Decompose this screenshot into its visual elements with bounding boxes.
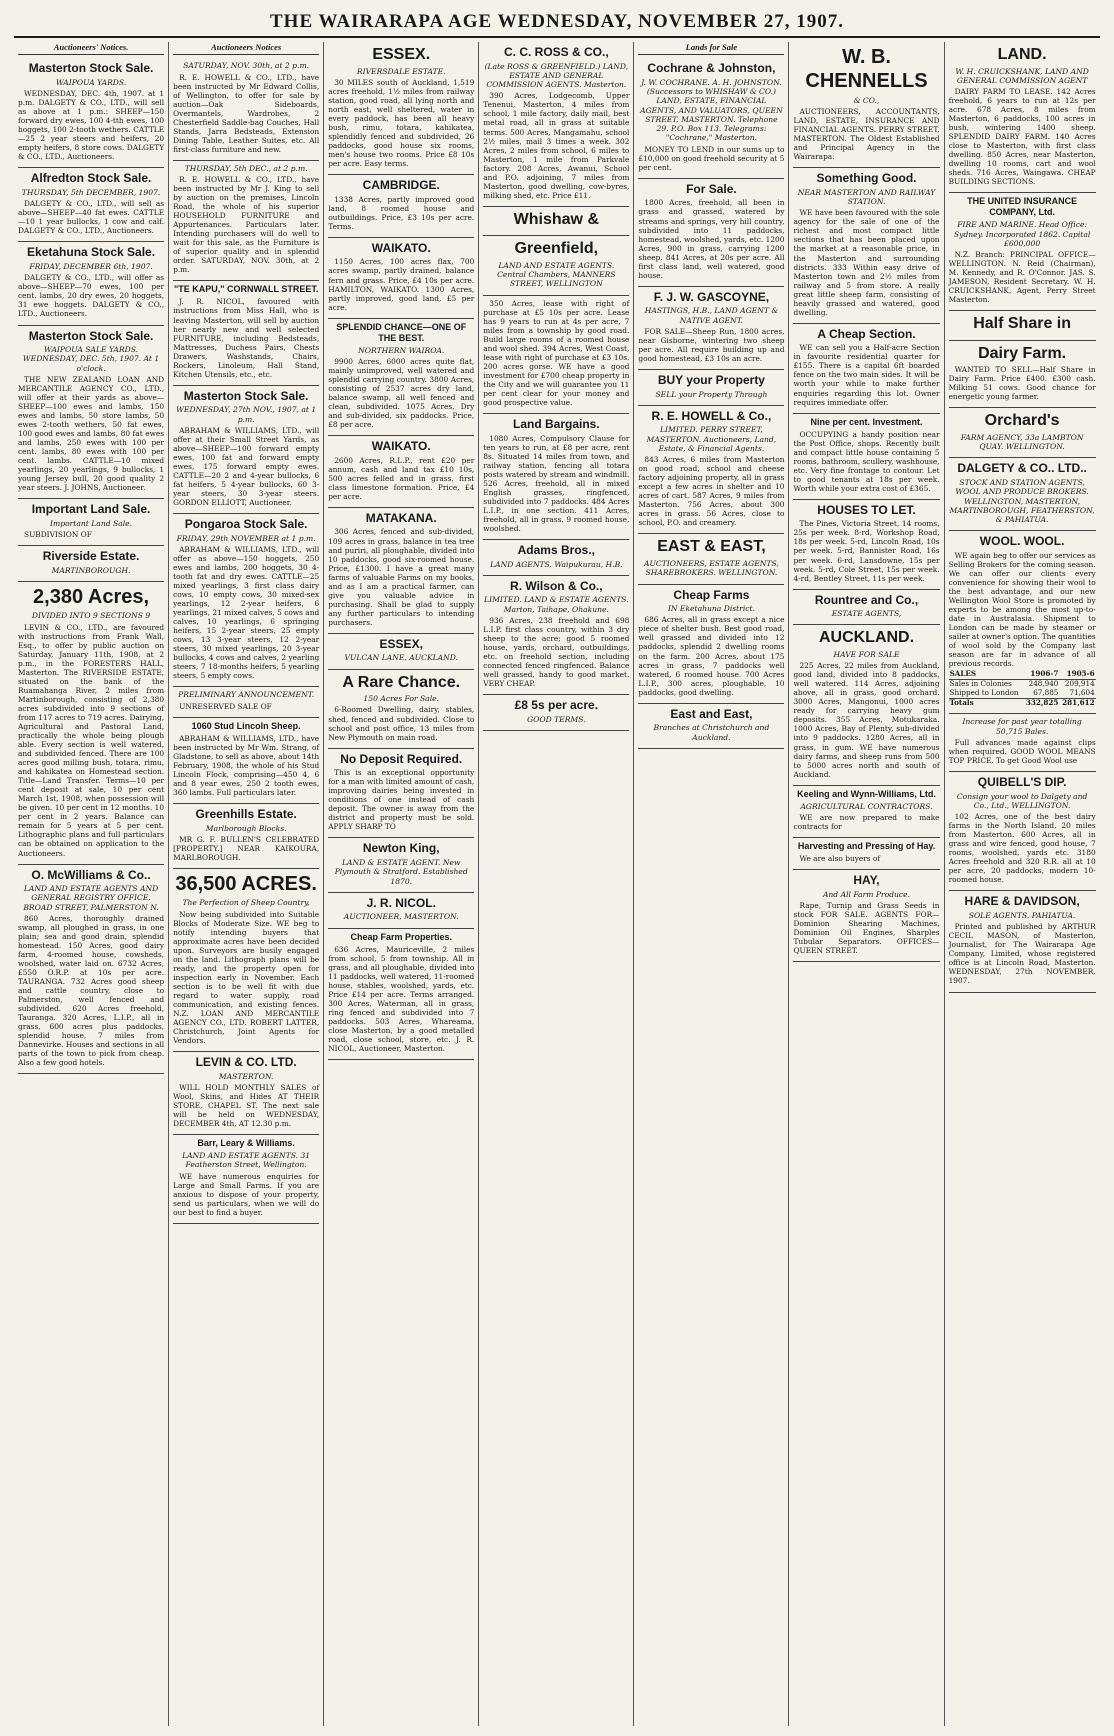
ad-body: Now being subdivided into Suitable Blocks of Moderate Size. WE beg to notify intending buyers that approximate acres have been decided upon. Surveyors are busily engaged on the land. Lithograph plans will be ready, and the property open for inspection early in November. Each section is to be well fit with due regard to water supply, road communication, and existing fences. N.Z. LOAN AND MERCANTILE AGENCY CO., LTD. ROBERT LATTER, Christchurch, Joint Agents for Vendors. xyxy=(173,909,320,1045)
ad-body: THE NEW ZEALAND LOAN AND MERCANTILE AGENCY CO., LTD., will offer at their yards as above—SHEEP—100 ewes and lambs, 150 ewes and lambs, 50 store lambs, 50 ewes 2-tooth wethers, 50 fat ewes, 100 good ewes and lambs, 80 fat ewes and lambs, 250 ewes with 100 per cent. lambs, 80 ewes with 100 per cent. lambs. CATTLE—10 mixed yearlings, 20 yearlings, 9 bullocks, 1 young Jersey bull, 20 good quality 2 year steers. J. JOHNS, Auctioneer. xyxy=(18,374,165,493)
advertisement xyxy=(18,242,164,325)
advertisement xyxy=(173,804,319,869)
ad-body: WILL HOLD MONTHLY SALES of Wool, Skins, and Hides AT THEIR STORE, CHAPEL ST. The next sale will be held on WEDNESDAY, DECEMBER 4th, AT 12.30 p.m. xyxy=(173,1082,320,1129)
advertisement xyxy=(949,341,1096,409)
ad-body: ABRAHAM & WILLIAMS, LTD., will offer at their Small Street Yards, as above—SHEEP—100 forward empty ewes, 100 fat and forward empty ewes, 175 forward empty ewes. CATTLE—20 2 and 4-year bullocks, 6 fat heifers, 5 4-year bullocks, 60 3-year steers, 30 3-year steers. GORDON ELLIOTT, Auctioneer. xyxy=(173,425,320,508)
table-cell: 332,825 xyxy=(1023,698,1059,707)
advertisement xyxy=(173,869,319,1052)
advertisement xyxy=(638,370,784,406)
ad-title: Nine per cent. Investment. xyxy=(810,416,923,427)
ad-title: Harvesting and Pressing of Hay. xyxy=(797,840,936,851)
ad-subtitle: Increase for past year totalling 50,715 Bales. xyxy=(962,717,1082,736)
advertisement xyxy=(328,319,474,436)
ad-subtitle: LAND AND ESTATE AGENTS. 31 Featherston Street, Wellington. xyxy=(182,1151,311,1170)
ad-body: Printed and published by ARTHUR CECIL MASON, of Masterton, Journalist, for The Wairarapa Age Company, Limited, whose registered office is at Lincoln Road, Masterton. WEDNESDAY, 27th NOVEMBER, 1907. xyxy=(948,922,1096,986)
ad-body: OCCUPYING a handy position near the Post Office, shops. Recently built and compact little house containing 5 rooms, bathroom, scullery, washhouse, etc. Very fine frontage to contour. Let to good tenants at 18s per week. Worth while your extra cost of £365. xyxy=(793,429,940,493)
ad-body: R. E. HOWELL & CO., LTD., have been instructed by Mr Edward Collis, of Wellington, to offer for sale by auction—Oak Sideboards, Overmantels, Wardrobes, 2 Chesterfield Saddle-bag Couches, Hall Stands, Jarra Bedsteads, Extension Dining Table, Leather Suites, etc. All first-class furniture and new. xyxy=(173,72,320,154)
ad-subtitle: AGRICULTURAL CONTRACTORS. xyxy=(800,801,933,811)
ad-title: Cochrane & Johnston, xyxy=(647,61,776,76)
advertisement xyxy=(793,42,939,168)
ad-body: WEDNESDAY, DEC. 4th, 1907. at 1 p.m. DALGETY & CO., LTD., will sell as above at 1 p.m.: SHEEP—150 forward dry ewes, 100 4-tth ewes, 100 hoggets, 100 2-tooth wethers. CATTLE—25 2 year steers and heifers, 20 empty heifers, 8 store cows. DALGETY & CO., LTD., Auctioneers. xyxy=(18,89,165,162)
advertisement xyxy=(793,414,939,500)
ad-subtitle: THURSDAY, 5th DEC., at 2 p.m. xyxy=(184,163,308,173)
ad-body: WE are now prepared to make contracts for xyxy=(793,812,940,831)
ad-title: Greenfield, xyxy=(514,240,599,258)
table-row xyxy=(949,689,1096,698)
ad-subtitle: IN Eketahuna District. xyxy=(667,604,755,614)
ad-body: 390 Acres, Lodgecomb, Upper Tenenui, Masterton, 4 miles from school, 1 mile factory, daily mail, best metal road, all in grass at suitable terms. 500 Acres, Mangamahu, school 2½ miles, mail 3 times a week. 302 Acres, 2 miles from school, 6 miles to Masterton, 1 mile from Parkvale factory. 208 Acres, Awanui, School and P.O. adjoining, 7 miles from Masterton, good dwelling, cow-byres, milking shed, etc. Price £11. xyxy=(483,91,630,200)
advertisement xyxy=(793,838,939,870)
advertisement xyxy=(483,236,629,295)
ad-body: N.Z. Branch: PRINCIPAL OFFICE—WELLINGTON. N. Reid (Chairman), M. Kennedy, and R. O'Connor. JAS. S. JAMESON, Resident Secretary. W. H. CRUICKSHANK, Agent, Perry Street Masterton. xyxy=(948,250,1096,305)
advertisement xyxy=(949,891,1096,992)
advertisement xyxy=(18,582,164,864)
ad-subtitle: FRIDAY, DECEMBER 6th, 1907. xyxy=(29,262,153,272)
ad-title: Masterton Stock Sale. xyxy=(28,328,154,343)
advertisement xyxy=(173,386,319,514)
ad-body: 1080 Acres, Compulsory Clause for ten years to run, at £8 per acre, rent 8s. Situated 14 miles from town, and railway station, fencing all totara posts watered by stream and windmill. 526 Acres, freehold, all in mixed English grasses, ringfenced, subdivided into 7 paddocks. 484 Acres L.I.P., in one section. 411 Acres, freehold, all in grass, 9 roomed house, woolshed. xyxy=(483,433,630,533)
advertisement xyxy=(949,193,1096,311)
ad-body: 350 Acres, lease with right of purchase at £5 10s per acre. Lease has 9 years to run at 4s per acre, 7 miles from a township by good road. Build large rooms of a roomed house and wool shed. 394 Acres, West Coast, lease with right of purchase at £3 10s. 200 acres gorse. WE have a good investment for £700 cheap property in the City and we will guarantee you 11 per cent clear for your money and good prospective value. xyxy=(483,298,630,407)
advertisement xyxy=(173,1052,319,1135)
ad-body: DAIRY FARM TO LEASE. 142 Acres freehold, 6 years to run at 12s per acre. 678 Acres, 8 miles from Masterton, 6 paddocks, 100 acres in bush, wintering 1400 sheep. SPLENDID DAIRY FARM. 140 Acres close to Masterton, with first class dwelling. 850 Acres, near Masterton, dwelling 10 rooms, cart and wool sheds. 716 Acres, Waingawa. CHEAP BUILDING SECTIONS. xyxy=(948,87,1096,187)
ad-title: Something Good. xyxy=(816,171,917,186)
advertisement xyxy=(793,500,939,590)
ad-body: 936 Acres, 238 freehold and 698 L.I.P. first class country, within 3 dry sheep to the acre; good 5 roomed house, yards, orchard, outbuildings, etc. on freehold section, including connected fenced ringfenced. Balance well grassed, handy to good market. VERY CHEAP. xyxy=(483,615,630,689)
ad-body: ABRAHAM & WILLIAMS, LTD., have been instructed by Mr Wm. Strang, of Gladstone, to sell as above, about 14th February, 1908, the whole of his Stud Lincoln Flock, comprising—450 4, 6 and 8 year ewes, 250 2 tooth ewes, 360 lambs. Full particulars later. xyxy=(173,733,320,797)
ad-subtitle: Branches at Christchurch and Auckland. xyxy=(653,723,770,742)
advertisement xyxy=(793,786,939,838)
ad-title: Barr, Leary & Williams. xyxy=(197,1138,295,1149)
advertisement xyxy=(483,695,629,731)
ad-subtitle: (Late ROSS & GREENFIELD.) LAND, ESTATE AND GENERAL COMMISSION AGENTS. Masterton. xyxy=(484,61,629,90)
advertisement xyxy=(328,175,474,238)
ad-body: 860 Acres, thoroughly drained swamp, all ploughed in grass, in one plain; sea and good drain, splendid homestead. 150 Acres, good dairy farm, 4-roomed house, cowsheds, woolshed, water laid on. 6732 Acres, £550 O.R.P. at 10s per acre. TAURANGA. 732 Acres good sheep and cattle country, close to Palmerston, well fenced and subdivided. 620 Acres freehold, Tauranga. 320 Acres, L.I.P., all in grass, 600 acres plus paddocks, splendid house, 7 miles from Dannevirke. Houses and sections in all parts of the town to pick from cheap. Also a few good hotels. xyxy=(18,913,165,1068)
ad-title: Orchard's xyxy=(984,412,1060,430)
ad-body: UNRESERVED SALE OF xyxy=(179,701,272,711)
ad-title: 1060 Stud Lincoln Sheep. xyxy=(191,720,301,731)
ad-title: Dairy Farm. xyxy=(978,344,1067,362)
advertisement xyxy=(483,207,629,237)
advertisement xyxy=(173,514,319,687)
advertisement xyxy=(328,238,474,319)
ad-subtitle: WAIPOUA SALE YARDS. WEDNESDAY, DEC. 5th, 1907. At 1 o'clock. xyxy=(22,345,160,373)
ad-title: Masterton Stock Sale. xyxy=(28,61,154,76)
ad-title: HARE & DAVIDSON, xyxy=(964,894,1080,909)
ad-subtitle: HAVE FOR SALE xyxy=(833,649,900,659)
ad-title: BUY your Property xyxy=(657,372,765,387)
ad-title: QUIBELL'S DIP. xyxy=(977,775,1067,790)
ad-body: SUBDIVISION OF xyxy=(24,530,92,540)
advertisement xyxy=(328,508,474,634)
table-cell: 248,940 xyxy=(1028,679,1059,689)
ad-title: R. E. HOWELL & Co., xyxy=(651,408,772,423)
ad-title: Adams Bros., xyxy=(517,542,595,557)
ad-body: 102 Acres, one of the best dairy farms in the North Island, 20 miles from Masterton. 600 Acres, all in grass and wire fenced, good house, 7 rooms, woolshed, yards etc. 3180 Acres freehold and 320 R.R. all at 10 per acre, 20 paddocks, modern 10-roomed house. xyxy=(948,812,1096,885)
advertisement xyxy=(638,534,784,584)
ad-subtitle: PRELIMINARY ANNOUNCEMENT. xyxy=(178,690,315,700)
advertisement xyxy=(328,929,474,1060)
ad-body: J. R. NICOL, favoured with instructions from Miss Hall, who is leaving Masterton, will sell by auction her nearly new and well selected FURNITURE, including Bedsteads, Mattresses, Duchess Pairs, Chests Drawers, Washstands, Chairs, Rockers, Linoleum, Hall Stand, Kitchen Utensils, etc., etc. xyxy=(173,297,320,379)
advertisement xyxy=(18,168,164,242)
advertisement xyxy=(328,893,474,929)
ad-title: WAIKATO. xyxy=(371,240,431,255)
ad-body: LEVIN & CO., LTD., are favoured with instructions from Frank Wall, Esq., to offer by public auction on Saturday, January 11th, 1908, at 2 p.m., in the FORESTERS HALL, Masterton. The RIVERSIDE ESTATE, situated on the bank of the Ruamahanga River, 2 miles from Martinborough, consisting of 2,380 acres subdivided into 9 sections of from 117 acres to 719 acres. Dairying, Agricultural and Pastoral Land, practically the whole being plough able. Every section is well watered, and subdivided fenced. There are 100 acres good milling bush, totara, rimu, and kahikatea on Homestead section. Title—Land Transfer. Terms—10 per cent deposit at sale, 10 per cent March 1st, 1908, when possession will be given. 10 per cent in 12 months. 10 per cent in 2 years. Balance can remain for 5 years at 5 per cent. Lithographic plans and full particulars can be obtained on application to the Auctioneers. xyxy=(18,622,165,858)
table-header-cell: 1905-6 xyxy=(1059,670,1095,679)
ad-subtitle: The Perfection of Sheep Country, xyxy=(182,898,310,908)
masthead xyxy=(14,10,1100,38)
table-cell: Shipped to London xyxy=(949,687,1019,697)
ad-title: J. R. NICOL. xyxy=(366,895,436,910)
advertisement xyxy=(483,42,629,207)
table-cell: 209,914 xyxy=(1064,679,1095,689)
ad-body: 686 Acres, all in grass except a nice piece of shelter bush. Best good road, well grassed and divided into 12 paddocks, splendid 2 dwelling rooms on the farm. 200 Acres, about 175 acres in grass, 7 paddocks well watered, 6 roomed house. 700 Acres L.I.P., 300 acres, ploughable, 10 paddocks, good dwelling. xyxy=(638,615,785,697)
ad-subtitle: RIVERSDALE ESTATE. xyxy=(356,66,446,76)
ad-body: Rape, Turnip and Grass Seeds in stock FOR SALE. AGENTS FOR—Dominion Shearing Machines, Dominion Oil Engines, Sharples Tubular Separators. OFFICES—QUEEN STREET. xyxy=(793,900,940,955)
table-cell: 281,612 xyxy=(1059,698,1095,707)
masthead-title: THE WAIRARAPA AGE WEDNESDAY, NOVEMBER 27, 1907. xyxy=(270,11,844,32)
column-4 xyxy=(479,42,634,1726)
ad-title: LEVIN & CO. LTD. xyxy=(195,1055,297,1070)
ad-title: For Sale. xyxy=(686,181,737,196)
ad-subtitle: SOLE AGENTS. PAHIATUA. xyxy=(968,911,1076,921)
advertisement xyxy=(949,714,1096,772)
ad-title: SPLENDID CHANCE—ONE OF THE BEST. xyxy=(336,321,467,343)
ad-body: WE again beg to offer our services as Selling Brokers for the coming season. We can offer our clients every convenience for showing their wool to the best advantage, and our new Wellington Wool Store is promoted by experts to be among the most up-to-date in Australasia. Shipment to London can be made by steamer or sailer at owner's option. The quantities of wool sold by the Company last season are far in advance of all previous records. xyxy=(948,550,1096,669)
ad-title: Rountree and Co., xyxy=(814,592,919,607)
advertisement xyxy=(173,1135,319,1224)
advertisement xyxy=(638,704,784,749)
ad-title: Keeling and Wynn-Williams, Ltd. xyxy=(797,788,936,799)
ad-subtitle: VULCAN LANE, AUCKLAND. xyxy=(344,653,459,663)
advertisement xyxy=(483,540,629,576)
ad-title: Land Bargains. xyxy=(512,416,600,431)
wool-sales-table xyxy=(949,670,1096,707)
ad-subtitle: SATURDAY, NOV. 30th, at 2 p.m. xyxy=(183,61,310,71)
ad-subtitle: ESTATE AGENTS, xyxy=(831,609,902,619)
ad-body: 2600 Acres, R.L.P., rent £20 per annum, cash and land tax £10 10s, 500 acres felled and in grass, first class limestone formation. Price, £4 per acre. xyxy=(328,455,475,501)
ad-body: Full advances made against clips when required. GOOD WOOL MEANS TOP PRICE. To get Good Wool use xyxy=(948,737,1096,765)
advertisement xyxy=(173,281,319,385)
ad-subtitle: & CO., xyxy=(853,95,880,105)
advertisement xyxy=(638,179,784,287)
advertisement xyxy=(949,42,1096,193)
advertisement xyxy=(173,718,319,804)
ad-title: Whishaw & xyxy=(513,210,599,228)
advertisement xyxy=(173,161,319,282)
ad-subtitle: J. W. COCHRANE. A. H. JOHNSTON. (Successors to WHISHAW & CO.) LAND, ESTATE, FINANCIAL AGENTS, AND VALUATORS, QUEEN STREET, MASTERTON. Telephone 29. P.O. Box 113. Telegrams: "Cochrane," Masterton. xyxy=(640,77,783,143)
advertisement xyxy=(638,58,784,178)
columns-container xyxy=(14,42,1100,1726)
advertisement xyxy=(638,406,784,535)
advertisement xyxy=(18,865,164,1075)
advertisement xyxy=(328,634,474,670)
ad-body: R. E. HOWELL & CO., LTD., have been instructed by Mr J. King to sell by auction on the premises, Lincoln Road, the whole of his superior HOUSEHOLD FURNITURE and Appurtenances. Particulars later. Intending purchasers will do well to wait for this sale, as the Furniture is of superior quality and in splendid order. SATURDAY, NOV. 30th, at 2 p.m. xyxy=(173,175,320,275)
ad-subtitle: And All Farm Produce. xyxy=(822,889,911,899)
advertisement xyxy=(793,590,939,626)
ad-body: DALGETY & CO., LTD., will offer as above—SHEEP—70 ewes, 100 per cent. lambs, 20 dry ewes, 20 hoggets, 31 ewe hoggets. DALGETY & CO., LTD., Auctioneers. xyxy=(18,273,165,319)
ad-title: Masterton Stock Sale. xyxy=(183,388,309,403)
ad-subtitle: WEDNESDAY, 27th NOV., 1907, at 1 p.m. xyxy=(176,405,317,424)
ad-body: 843 Acres, 6 miles from Masterton on good road, school and cheese factory adjoining property, all in grass except a few acres in shelter and 10 acres of cart. 587 Acres, 9 miles from Masterton. 756 Acres, about 300 acres in grass. 56 Acres, close to school, P.O. and creamery. xyxy=(638,455,785,528)
advertisement xyxy=(18,326,164,500)
ad-subtitle: MARTINBOROUGH. xyxy=(51,565,131,575)
advertisement xyxy=(173,58,319,161)
ad-subtitle: AUCTIONEERS, ESTATE AGENTS, SHAREBROKERS. WELLINGTON. xyxy=(644,559,779,578)
advertisement xyxy=(328,838,474,892)
ad-title: THE UNITED INSURANCE COMPANY, Ltd. xyxy=(967,196,1078,218)
advertisement xyxy=(949,458,1096,531)
ad-title: WOOL. WOOL. xyxy=(979,534,1065,549)
table-header-cell: 1906-7 xyxy=(1023,670,1059,679)
ad-title: W. B. CHENNELLS xyxy=(805,46,928,93)
ad-subtitle: GOOD TERMS. xyxy=(527,714,586,724)
ad-body: AUCTIONEERS, ACCOUNTANTS, LAND, ESTATE, INSURANCE AND FINANCIAL AGENTS. PERRY STREET, MASTERTON. The Oldest Established and Principal Agency in the Wairarapa. xyxy=(793,107,940,162)
ad-subtitle: Marlborough Blocks. xyxy=(205,823,287,833)
ad-body: 30 MILES south of Auckland, 1,519 acres freehold, 1½ miles from railway station, good road, all lying north and north east, well sheltered, water in every paddock, has been all heavy bush, rimu, totara, kahikatea, splendidly fenced and subdivided, 26 paddocks, good house six rooms, men's house two rooms. Price £8 10s per acre. Easy terms. xyxy=(328,77,475,169)
ad-title: Cheap Farms xyxy=(673,587,750,602)
ad-title: East and East, xyxy=(670,706,753,721)
ad-subtitle: STOCK AND STATION AGENTS, WOOL AND PRODUCE BROKERS. WELLINGTON, MASTERTON, MARTINBOROUGH, FEATHERSTON, & PAHIATUA. xyxy=(949,478,1095,525)
ad-body: 6-Roomed Dwelling, dairy, stables, shed, fenced and subdivided. Close to school and post office, 13 miles from New Plymouth on main road. xyxy=(328,705,475,742)
ad-title: ESSEX, xyxy=(379,636,423,651)
advertisement xyxy=(483,414,629,540)
ad-title: ESSEX. xyxy=(372,46,431,63)
ad-title: 36,500 ACRES. xyxy=(175,872,317,895)
ad-body: This is an exceptional opportunity for a man with limited amount of cash, improving dairies being invested in conditions of one instead of cash deposit. The owner is away from the district and property must be sold. APPLY SHARP TO xyxy=(328,768,475,832)
ad-body: 1338 Acres, partly improved good land, 8 roomed house and outbuildings. Price, £3 10s per acre. Terms. xyxy=(328,194,475,231)
ad-title: Newton King, xyxy=(362,841,440,856)
ad-title: 2,380 Acres, xyxy=(33,586,150,609)
advertisement xyxy=(328,749,474,839)
ad-body: 225 Acres, 22 miles from Auckland, good land, divided into 8 paddocks, well watered. 114 Acres, adjoining above, all in grass, good orchard. 3000 Acres, Mangonui, 1000 acres ready for carrying heavy gum deposits. 355 Acres, Motukaraka. 1000 Acres, Bay of Plenty, sub-divided into 9 paddocks. 1280 Acres, all in grass, in gum. WE have numerous dairy farms, and sheep runs from 500 to 5000 acres north and south of Auckland. xyxy=(793,661,940,779)
ad-body: WE have been favoured with the sole agency for the sale of one of the richest and most compact little sections that has been placed upon the market at a reasonable price, in the Masterton and surrounding districts. 333 Within easy drive of Masterton town and 2½ miles from railway and 5 from store. A really great little sheep farm, consisting of heavily grassed and watered, good dwelling. xyxy=(793,208,940,317)
ad-title: A Cheap Section. xyxy=(817,326,916,341)
advertisement xyxy=(638,585,784,704)
advertisement xyxy=(18,546,164,582)
ad-title: LAND. xyxy=(997,46,1047,63)
ad-body: 9900 Acres, 6000 acres quite flat, mainly unimproved, well watered and splendid carrying country. 3800 Acres, consisting of 2537 acres dry land, balance swamp, all well fenced and clean, subdivided. 1075 Acres, Dry and sub-divided, six paddocks. Price, £8 per acre. xyxy=(328,356,475,430)
table-cell: Totals xyxy=(949,698,1024,707)
table-header-cell: SALES xyxy=(949,670,1024,679)
ad-title: R. Wilson & Co., xyxy=(510,578,603,593)
ad-body: DALGETY & CO., LTD., will sell as above—SHEEP—40 fat ewes. CATTLE—10 1 year bullocks, 1 cow and calf. DALGETY & CO., LTD., Auctioneers. xyxy=(18,199,165,236)
ad-subtitle: WAIPOUA YARDS. xyxy=(55,77,127,87)
ad-title: A Rare Chance. xyxy=(342,673,461,691)
advertisement xyxy=(793,870,939,962)
ad-title: Half Share in xyxy=(973,315,1072,333)
advertisement xyxy=(793,324,939,414)
ad-title: O. McWilliams & Co.. xyxy=(31,867,151,882)
ad-subtitle: LAND & ESTATE AGENT. New Plymouth & Stratford. Established 1870. xyxy=(334,858,468,886)
table-cell: 67,885 xyxy=(1033,687,1059,697)
ad-body: ABRAHAM & WILLIAMS, LTD., will offer as above—150 hoggets, 250 ewes and lambs, 200 hoggets, 30 4-tooth fat and dry ewes. CATTLE—25 mixed yearlings, 3 first class dairy cows, 10 empty cows, 30 mixed-sex yearlings, 12 2-year heifers, 6 yearlings, 21 mixed calves, 5 cows and calves, 10 yearlings, 6 springing heifers, 15 2-year steers, 25 empty cows, 13 3-year steers, 12 2-year steers, 30 mixed yearlings, 20 3-year bullocks, 4 cows and calves, 2 yearling steers, 7 18-months heifers, 5 yearling steers, 5 empty cows. xyxy=(173,545,320,681)
ad-title: Greenhills Estate. xyxy=(195,806,297,821)
ad-subtitle: LIMITED. PERRY STREET, MASTERTON. Auctioneers, Land, Estate, & Financial Agents. xyxy=(646,425,777,453)
ad-subtitle: LIMITED. LAND & ESTATE AGENTS. Marton, Taihape, Ohakune. xyxy=(484,595,629,614)
ad-title: EAST & EAST, xyxy=(657,538,766,556)
table-cell: 71,604 xyxy=(1069,687,1095,697)
advertisement xyxy=(173,687,319,717)
advertisement xyxy=(328,42,474,175)
advertisement xyxy=(793,168,939,324)
ad-title: Cheap Farm Properties. xyxy=(350,931,452,942)
ad-subtitle: FARM AGENCY, 33a LAMBTON QUAY. WELLINGTON. xyxy=(960,432,1084,452)
ad-title: HOUSES TO LET. xyxy=(817,502,916,517)
column-1 xyxy=(14,42,169,1726)
ad-title: Riverside Estate. xyxy=(42,549,140,564)
ad-subtitle: HASTINGS, H.B., LAND AGENT & NATIVE AGENT. xyxy=(644,306,779,325)
ad-body: The Pines, Victoria Street, 14 rooms, 25s per week. 8-rd, Workshop Road, 18s per week. 5-rd, Lincoln Road, 10s per week. 5-rd, Bannister Road, 16s per week. 6-rd, Lansdowne, 15s per week. 5-rd, Cole Street, 15s per week. 4-rd, Bentley Street, 11s per week. xyxy=(793,519,940,583)
ad-title: Eketahuna Stock Sale. xyxy=(27,245,156,260)
ad-subtitle: FRIDAY, 29th NOVEMBER at 1 p.m. xyxy=(176,533,316,543)
column-3 xyxy=(324,42,479,1726)
advertisement xyxy=(328,670,474,749)
ad-title: No Deposit Required. xyxy=(340,751,463,766)
ad-title: HAY, xyxy=(853,872,880,887)
ad-subtitle: MASTERTON. xyxy=(218,1071,274,1081)
ad-subtitle: THURSDAY, 5th DECEMBER, 1907. xyxy=(21,188,161,198)
column-7 xyxy=(945,42,1100,1726)
ad-title: WAIKATO. xyxy=(371,439,431,454)
ad-title: F. J. W. GASCOYNE, xyxy=(653,289,770,304)
advertisement xyxy=(949,531,1096,714)
ad-title: "TE KAPU," CORNWALL STREET. xyxy=(173,284,319,295)
ad-body: WE can sell you a Half-acre Section in favourite residential quarter for £155. There is a capital 6ft boarded fence on the two main sides. It will be worth your while to make further enquiries regarding this lot. Owner requires immediate offer. xyxy=(793,343,940,407)
table-total-row xyxy=(949,698,1096,707)
advertisement xyxy=(18,499,164,546)
ad-title: Alfredton Stock Sale. xyxy=(30,171,152,186)
ad-body: 636 Acres, Mauriceville, 2 miles from school, 5 from township. All in grass, and all ploughable, divided into 11 paddocks, well watered, 11-roomed house, stables, woolshed, yards, etc. Price £14 per acre. Terms arranged. 300 Acres, Waterman, all in grass, ring fenced and subdivided into 7 paddocks. 503 Acres, Whareama, close Masterton, by a good metalled road, close school, store, etc. J. R. NICOL, Auctioneer, Masterton. xyxy=(328,944,475,1053)
table-cell: Sales in Colonies xyxy=(949,679,1012,689)
advertisement xyxy=(328,436,474,508)
ad-subtitle: Important Land Sale. xyxy=(50,518,133,528)
advertisement xyxy=(949,311,1096,341)
ad-subtitle: LAND AND ESTATE AGENTS. Central Chambers, MANNERS STREET, WELLINGTON xyxy=(497,260,616,289)
ad-body: We are also buyers of xyxy=(799,853,881,863)
ad-subtitle: DIVIDED INTO 9 SECTIONS 9 xyxy=(31,611,151,621)
ad-subtitle: NORTHERN WAIROA. xyxy=(358,345,445,355)
advertisement xyxy=(638,287,784,370)
column-header: Auctioneers Notices xyxy=(173,42,319,55)
ad-body: FOR SALE—Sheep Run, 1800 acres, near Gisborne, wintering two sheep per acre. All require building up and good homestead, £3 10s an acre. xyxy=(638,326,785,363)
ad-title: Important Land Sale. xyxy=(31,502,151,517)
ad-subtitle: 150 Acres For Sale. xyxy=(363,694,440,704)
ad-body: WE have numerous enquiries for Large and Small Farms. If you are anxious to dispose of your property, send us particulars, when we will do our best to find a buyer. xyxy=(173,1171,320,1217)
ad-subtitle: FIRE AND MARINE. Head Office: Sydney. Incorporated 1862. Capital £600,000 xyxy=(953,220,1091,248)
advertisement xyxy=(18,58,164,168)
ad-subtitle: Consign your wool to Dalgety and Co., Ltd., WELLINGTON. xyxy=(956,791,1088,810)
column-5 xyxy=(634,42,789,1726)
ad-title: C. C. ROSS & CO., xyxy=(503,45,609,59)
ad-subtitle: W. H. CRUICKSHANK, LAND AND GENERAL COMMISSION AGENT xyxy=(955,66,1089,85)
ad-body: 1800 Acres, freehold, all been in grass and grassed, watered by streams and springs, very hill country, subdivided into 11 paddocks, homestead, woolshed, yards, etc. 1200 Acres, 900 in grass, carrying 1200 sheep. 841 Acres, at 20s per acre. All first class land, well watered, good house. xyxy=(638,198,785,280)
column-header: Auctioneers' Notices. xyxy=(18,42,164,55)
ad-body: WANTED TO SELL—Half Share in Dairy Farm. Price £400. £300 cash. Milking 51 cows. Good chance for energetic young farmer. xyxy=(948,365,1096,402)
ad-body: 306 Acres, fenced and sub-divided, 109 acres in grass, balance in tea tree and puriri, all ploughable, divided into 10 paddocks, good six-roomed house. Price, £1300. I have a great many farms of valuable Farms on my books, and as I am a practical farmer, can give you valuable advice in purchasing. Shall be glad to supply any further particulars to intending purchasers. xyxy=(328,527,475,627)
ad-body: MONEY TO LEND in our sums up to £10,000 on good freehold security at 5 per cent. xyxy=(638,144,785,172)
advertisement xyxy=(483,576,629,695)
column-2 xyxy=(169,42,324,1726)
column-6 xyxy=(789,42,944,1726)
ad-title: £8 5s per acre. xyxy=(514,698,599,713)
ad-subtitle: NEAR MASTERTON AND RAILWAY STATION. xyxy=(797,187,936,207)
ad-title: MATAKANA. xyxy=(365,510,437,525)
ad-body: 1150 Acres, 100 acres flax, 700 acres swamp, partly drained, balance fern and grass. Price, £4 10s per acre. HAMILTON, WAIKATO. 1300 Acres, partly improved, good land, £5 per acre. xyxy=(328,257,475,312)
column-header: Lands for Sale xyxy=(638,42,784,55)
ad-title: AUCKLAND. xyxy=(818,629,915,647)
ad-title: Pongaroa Stock Sale. xyxy=(184,517,308,532)
ad-subtitle: LAND AGENTS. Waipukurau, H.B. xyxy=(490,559,623,569)
ad-subtitle: AUCTIONEER, MASTERTON. xyxy=(343,912,459,922)
ad-subtitle: SELL your Property Through xyxy=(655,389,768,399)
ad-subtitle: LAND AND ESTATE AGENTS AND GENERAL REGISTRY OFFICE. BROAD STREET, PALMERSTON N. xyxy=(23,884,159,912)
ad-title: DALGETY & CO.. LTD.. xyxy=(957,461,1087,476)
ad-title: CAMBRIDGE. xyxy=(362,178,440,193)
ad-body: MR G. F. BULLEN'S CELEBRATED [PROPERTY.] NEAR KAIKOURA, MARLBOROUGH. xyxy=(173,834,320,862)
advertisement xyxy=(949,408,1096,458)
advertisement xyxy=(793,625,939,785)
advertisement xyxy=(483,296,629,414)
advertisement xyxy=(949,772,1096,891)
